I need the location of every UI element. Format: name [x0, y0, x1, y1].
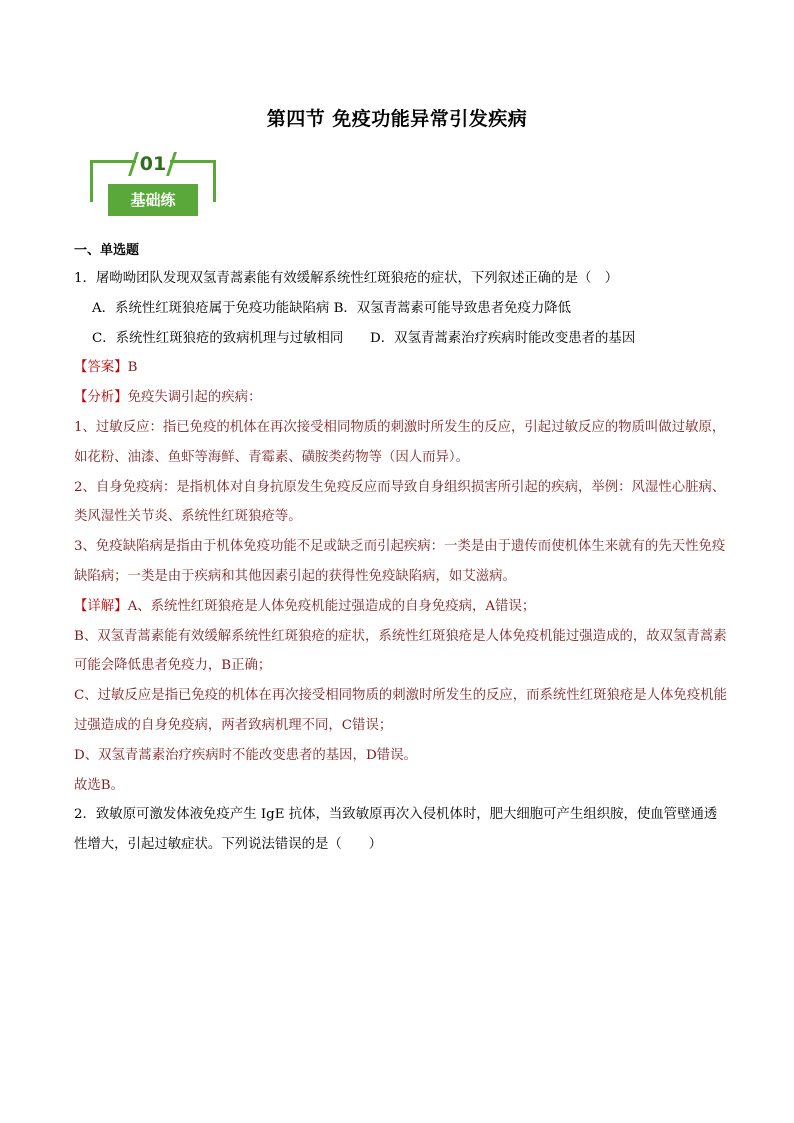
badge-number: 01	[139, 153, 167, 175]
section-heading: 一、单选题	[74, 243, 140, 258]
analysis-point-2: 2、自身免疫病：是指机体对自身抗原发生免疫反应而导致自身组织损害所引起的疾病，举例：风湿性心脏病、类风湿性关节炎、系统性红斑狼疮等。	[74, 479, 726, 525]
detail-line	[74, 592, 728, 622]
document-body	[74, 238, 728, 860]
analysis-point-3: 3、免疫缺陷病是指由于机体免疫功能不足或缺乏而引起疾病：一类是由于遗传而使机体生来就有的先天性免疫缺陷病；一类是由于疾病和其他因素引起的获得性免疫缺陷病，如艾滋病。	[74, 539, 726, 584]
conclusion: 故选B。	[74, 777, 125, 793]
section-badge	[88, 150, 220, 222]
analysis-point-1: 1、过敏反应：指已免疫的机体在再次接受相同物质的刺激时所发生的反应，引起过敏反应的物质叫做过敏原，如花粉、油漆、鱼虾等海鲜、青霉素、磺胺类药物等（因人而异）。	[74, 419, 726, 465]
analysis-tag: 【分析】	[74, 390, 128, 406]
page-title: 第四节 免疫功能异常引发疾病	[266, 108, 528, 130]
analysis-line	[74, 383, 728, 413]
detail-d: D、双氢青蒿素治疗疾病时不能改变患者的基因，D错误。	[74, 747, 417, 763]
detail-tag: 【详解】	[74, 598, 128, 614]
question-1-options-cd: C．系统性红斑狼疮的致病机理与过敏相同 D．双氢青蒿素治疗疾病时能改变患者的基因	[92, 330, 636, 346]
answer-value: B	[127, 360, 138, 376]
question-1-stem: 1．屠呦呦团队发现双氢青蒿素能有效缓解系统性红斑狼疮的症状，下列叙述正确的是（ ）	[74, 271, 619, 286]
answer-line	[74, 353, 728, 383]
question-1-options-ab: A．系统性红斑狼疮属于免疫功能缺陷病 B．双氢青蒿素可能导致患者免疫力降低	[92, 300, 572, 316]
badge-label: 基础练	[108, 184, 198, 216]
detail-c: C、过敏反应是指已免疫的机体在再次接受相同物质的刺激时所发生的反应，而系统性红斑狼疮是人体免疫机能过强造成的自身免疫病，两者致病机理不同，C错误；	[74, 688, 727, 733]
detail-a: A、系统性红斑狼疮是人体免疫机能过强造成的自身免疫病，A错误；	[127, 598, 536, 614]
analysis-intro: 免疫失调引起的疾病：	[127, 390, 262, 406]
answer-tag: 【答案】	[74, 360, 128, 376]
question-2-stem: 2．致敏原可激发体液免疫产生 IgE 抗体，当致敏原再次入侵机体时，肥大细胞可产生组织胺，使血管壁通透性增大，引起过敏症状。下列说法错误的是（ ）	[74, 807, 718, 853]
detail-b: B、双氢青蒿素能有效缓解系统性红斑狼疮的症状，系统性红斑狼疮是人体免疫机能过强造成的，故双氢青蒿素可能会降低患者免疫力，B正确；	[74, 628, 727, 674]
